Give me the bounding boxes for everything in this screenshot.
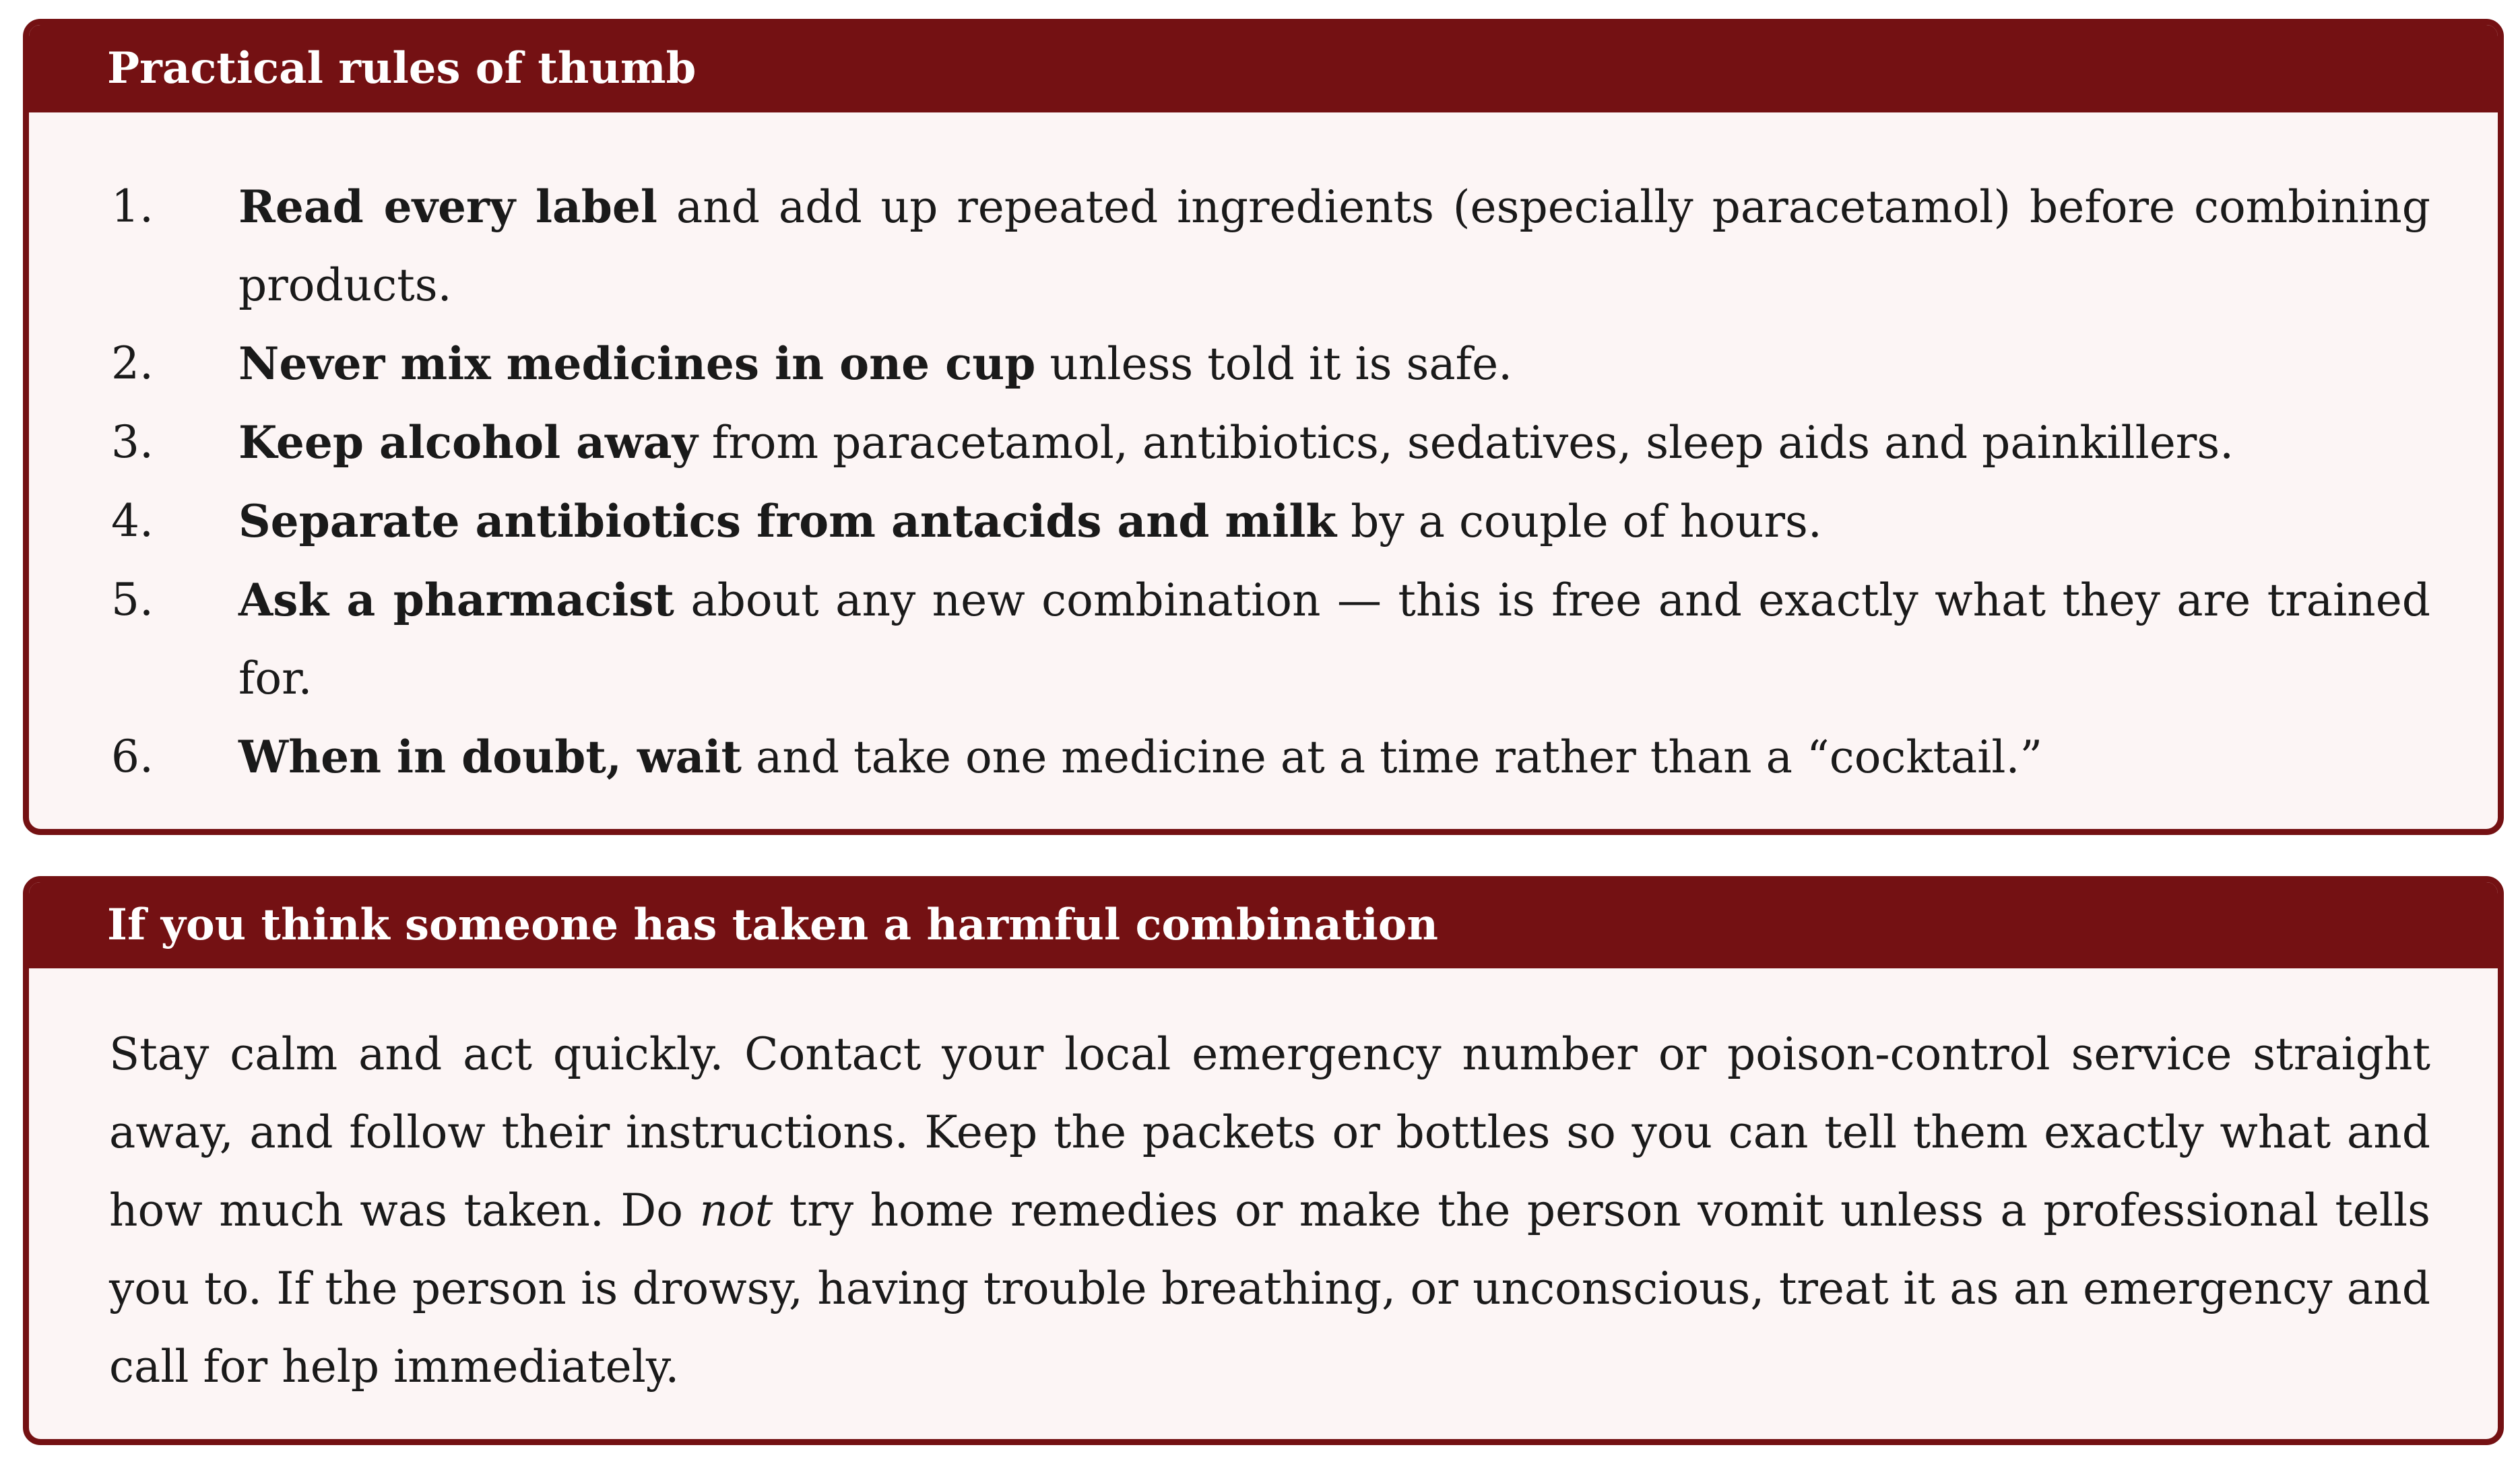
- rule-bold-lead: Ask a pharmacist: [238, 574, 674, 626]
- rule-rest: unless told it is safe.: [1035, 338, 1513, 390]
- rule-number: 4.: [111, 495, 154, 547]
- rule-item-5: [111, 561, 2430, 718]
- rule-rest: by a couple of hours.: [1336, 496, 1822, 547]
- emergency-text-end: try home remedies or make the person vomit unless a professional tells you to. If the person is drowsy, having trouble breathing, or unconscious, treat it as an emergency and call for help immediately.: [109, 1185, 2430, 1393]
- rule-item-2: [111, 325, 2430, 403]
- rule-item-1: [111, 168, 2430, 325]
- rule-text: [238, 482, 2430, 561]
- emergency-paragraph: [29, 968, 2498, 1406]
- rule-rest: from paracetamol, antibiotics, sedatives, sleep aids and painkillers.: [697, 417, 2234, 469]
- rule-number: 5.: [111, 574, 154, 626]
- rule-bold-lead: Read every label: [238, 180, 657, 233]
- rule-number: 1.: [111, 180, 154, 232]
- rules-of-thumb-title: Practical rules of thumb: [29, 25, 2498, 112]
- rule-number: 6.: [111, 731, 154, 782]
- rule-bold-lead: When in doubt, wait: [238, 731, 742, 783]
- emergency-text-start: Stay calm and act quickly. Contact your local emergency number or poison-control service straight away, and follow their instructions. Keep the packets or bottles so you can tell them exactly what and how much was taken. Do: [109, 1028, 2430, 1236]
- rule-text: [238, 168, 2430, 325]
- rule-item-6: [111, 718, 2430, 797]
- rule-bold-lead: Keep alcohol away: [238, 416, 698, 469]
- rules-list: [29, 112, 2498, 797]
- rule-text: [238, 718, 2430, 797]
- emergency-box: [23, 876, 2504, 1445]
- rule-text: [238, 325, 2430, 403]
- rule-rest: about any new combination — this is free and exactly what they are trained for.: [238, 574, 2430, 704]
- rule-number: 3.: [111, 416, 154, 468]
- rule-rest: and take one medicine at a time rather than a “cocktail.”: [741, 731, 2043, 783]
- rule-bold-lead: Separate antibiotics from antacids and milk: [238, 495, 1337, 547]
- rule-number: 2.: [111, 337, 154, 389]
- rule-rest: and add up repeated ingredients (especially paracetamol) before combining products.: [238, 181, 2430, 311]
- rule-text: [238, 403, 2430, 482]
- emergency-emphasis: not: [699, 1185, 773, 1236]
- rule-item-3: [111, 403, 2430, 482]
- rule-text: [238, 561, 2430, 718]
- rule-item-4: [111, 482, 2430, 561]
- emergency-title: If you think someone has taken a harmful combination: [29, 882, 2498, 968]
- rule-bold-lead: Never mix medicines in one cup: [238, 337, 1036, 390]
- rules-of-thumb-box: [23, 19, 2504, 835]
